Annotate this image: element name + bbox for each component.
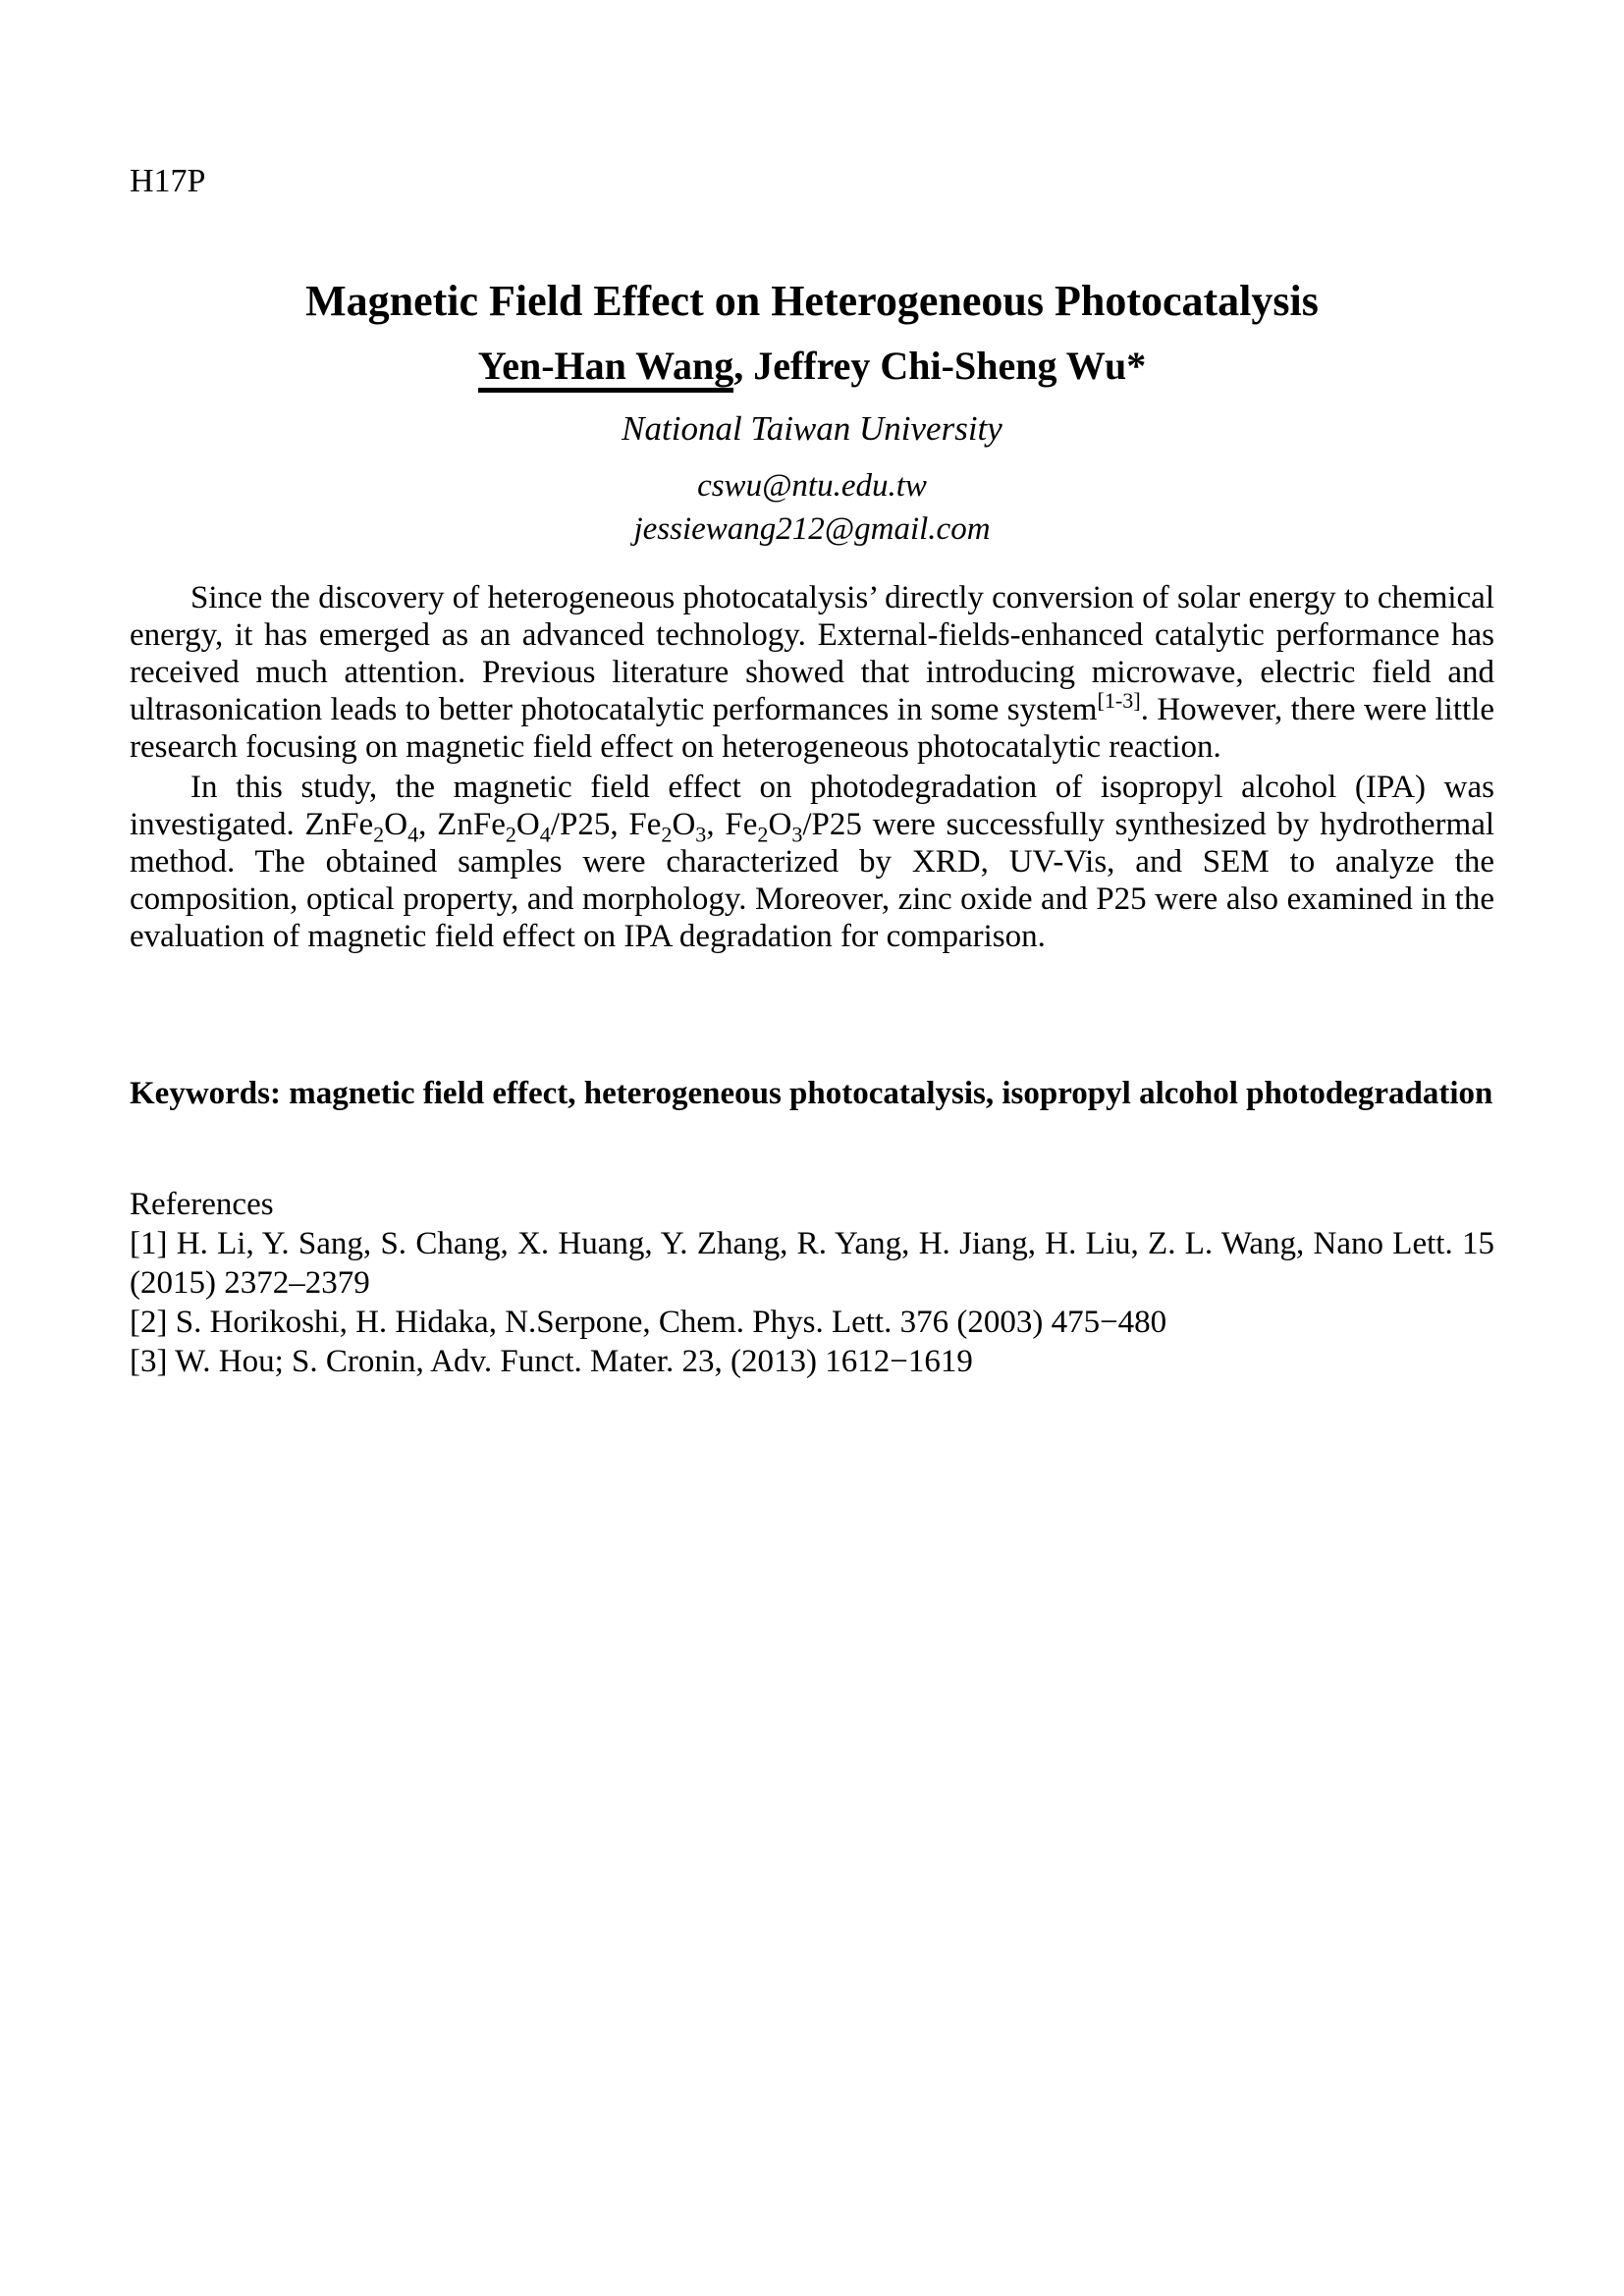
abstract-paragraph-1: Since the discovery of heterogeneous photocatalysis’ directly conversion of solar energy to chemical energy, it has emerged as an advanced technology. External-fields-enhanced catalytic performance has received much attention. Previous literature showed that introducing microwave, electric field and ultrasonication leads to better photocatalytic performances in some system[1-3]. However, there were little research focusing on magnetic field effect on heterogeneous photocatalytic reaction. bbox=[130, 580, 1495, 765]
author-rest: , Jeffrey Chi-Sheng Wu* bbox=[733, 344, 1147, 388]
paper-code: H17P bbox=[130, 163, 206, 199]
emails-block bbox=[130, 464, 1494, 551]
authors-line bbox=[130, 343, 1494, 390]
reference-item-1: [1] H. Li, Y. Sang, S. Chang, X. Huang, Y. Zhang, R. Yang, H. Jiang, H. Liu, Z. L. Wang, Nano Lett. 15 (2015) 2372–2379 bbox=[130, 1226, 1494, 1301]
email-first-author: jessiewang212@gmail.com bbox=[633, 511, 991, 547]
references-heading: References bbox=[130, 1187, 274, 1222]
references-section bbox=[130, 1185, 1494, 1381]
keywords-line: Keywords: magnetic field effect, heterogeneous photocatalysis, isopropyl alcohol photodegradation bbox=[130, 1076, 1493, 1111]
abstract-paragraph-2: In this study, the magnetic field effect on photodegradation of isopropyl alcohol (IPA) was investigated. $ZnFe_2O_4$, $ZnFe_2O_4/P25$, $Fe_2O_3$, $Fe_2O_3/P25$ were successfully synthesized by hydrothermal method. The obtained samples were characterized by XRD, UV-Vis, and SEM to analyze the composition, optical property, and morphology. Moreover, zinc oxide and P25 were also examined in the evaluation of magnetic field effect on IPA degradation for comparison. bbox=[130, 770, 1495, 954]
reference-item-2: [2] S. Horikoshi, H. Hidaka, N.Serpone, Chem. Phys. Lett. 376 (2003) 475−480 bbox=[130, 1305, 1167, 1340]
email-corresponding-author: cswu@ntu.edu.tw bbox=[697, 468, 927, 504]
reference-item-3: [3] W. Hou; S. Cronin, Adv. Funct. Mater. 23, (2013) 1612−1619 bbox=[130, 1344, 973, 1379]
affiliation: National Taiwan University bbox=[622, 409, 1002, 448]
author-first-underlined: Yen-Han Wang bbox=[478, 344, 733, 393]
paper-title: Magnetic Field Effect on Heterogeneous Photocatalysis bbox=[305, 277, 1319, 325]
